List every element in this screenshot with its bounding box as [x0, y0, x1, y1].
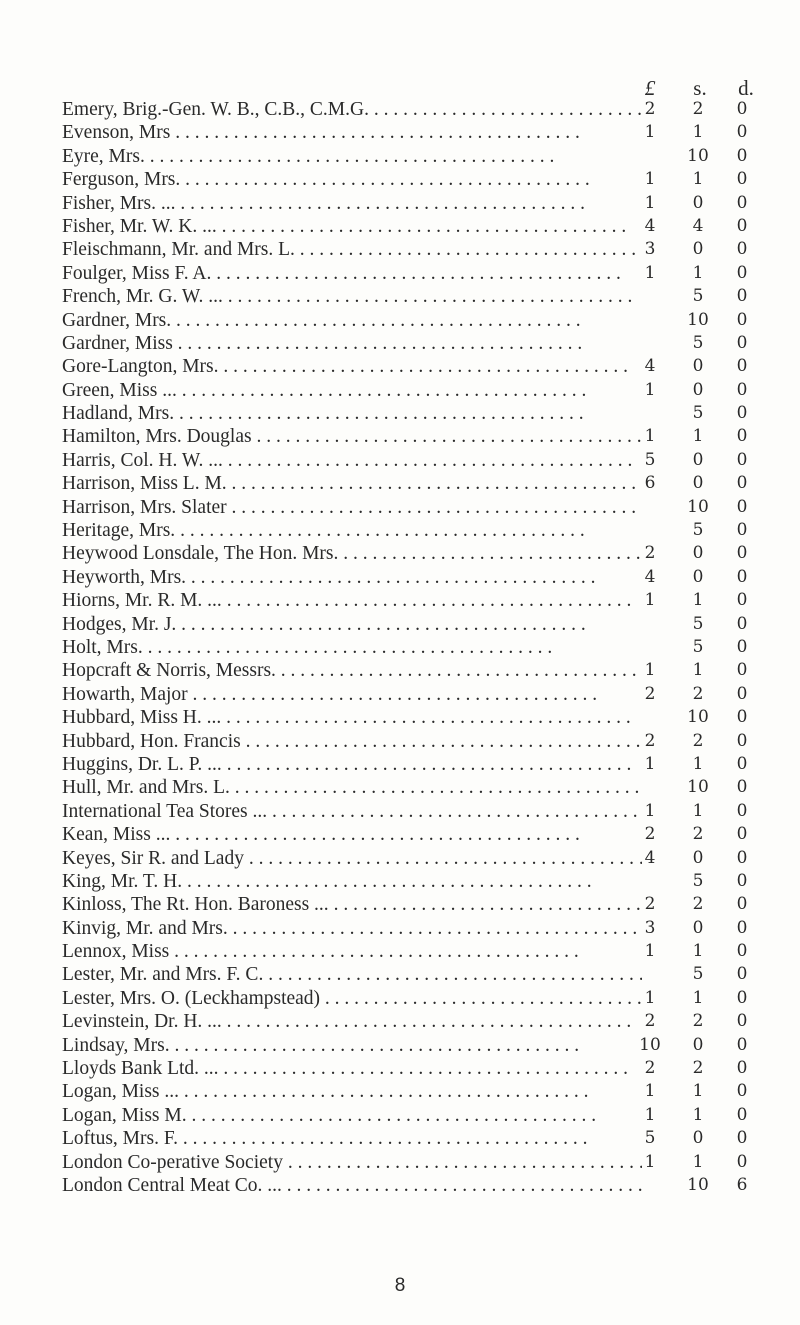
amount-pence: 0	[736, 1151, 748, 1172]
list-item	[62, 847, 782, 870]
page-number: 8	[394, 1275, 406, 1296]
amount-pence: 0	[736, 145, 748, 166]
subscriber-name: International Tea Stores ... . . .	[62, 800, 642, 823]
list-item	[62, 168, 782, 191]
subscriber-name: Gore-Langton, Mrs. . . .	[62, 355, 642, 378]
amount-pounds: 6	[644, 473, 656, 494]
list-item	[62, 145, 782, 168]
subscriber-name: Kinloss, The Rt. Hon. Baroness ... . . .	[62, 893, 642, 916]
amount-pence: 0	[736, 215, 748, 236]
subscriber-name: Lennox, Miss . . .	[62, 940, 642, 963]
list-item	[62, 636, 782, 659]
subscriber-name: Fisher, Mrs. ... . . .	[62, 192, 642, 215]
list-item	[62, 1034, 782, 1057]
list-item	[62, 893, 782, 916]
amount-shillings: 2	[692, 894, 704, 915]
amount-shillings: 5	[692, 870, 704, 891]
subscriber-name: King, Mr. T. H. . . .	[62, 870, 642, 893]
subscriber-name: Kean, Miss ... . . .	[62, 823, 642, 846]
amount-shillings: 1	[692, 941, 704, 962]
list-item	[62, 730, 782, 753]
subscriber-name: Hull, Mr. and Mrs. L. . . .	[62, 776, 642, 799]
list-item	[62, 449, 782, 472]
list-item	[62, 823, 782, 846]
amount-shillings: 2	[692, 1011, 704, 1032]
amount-pounds: 5	[644, 1128, 656, 1149]
subscriber-name: Huggins, Dr. L. P. ... . . .	[62, 753, 642, 776]
list-item	[62, 542, 782, 565]
subscriber-name: Foulger, Miss F. A. . . .	[62, 262, 642, 285]
pence-column-header: d.	[738, 76, 754, 100]
subscriber-name: Logan, Miss ... . . .	[62, 1080, 642, 1103]
subscriber-name: Fleischmann, Mr. and Mrs. L. . . .	[62, 238, 642, 261]
amount-shillings: 5	[692, 613, 704, 634]
amount-pence: 0	[736, 473, 748, 494]
subscriber-name: London Central Meat Co. ... . . .	[62, 1174, 642, 1197]
amount-shillings: 1	[692, 262, 704, 283]
amount-pounds: 1	[644, 1104, 656, 1125]
amount-pence: 0	[736, 660, 748, 681]
amount-pence: 0	[736, 800, 748, 821]
amount-pounds: 2	[644, 824, 656, 845]
subscriber-name: Green, Miss ... . . .	[62, 379, 642, 402]
amount-shillings: 5	[692, 332, 704, 353]
subscriber-name: Heyworth, Mrs. . . .	[62, 566, 642, 589]
amount-pounds: 1	[644, 169, 656, 190]
amount-pounds: 3	[644, 239, 656, 260]
amount-shillings: 1	[692, 122, 704, 143]
amount-shillings: 2	[692, 683, 704, 704]
amount-pence: 0	[736, 379, 748, 400]
subscriber-name: Loftus, Mrs. F. . . .	[62, 1127, 642, 1150]
amount-pounds: 1	[644, 192, 656, 213]
amount-shillings: 0	[692, 917, 704, 938]
list-item	[62, 425, 782, 448]
amount-pence: 0	[736, 309, 748, 330]
subscriber-name: Hamilton, Mrs. Douglas . . .	[62, 425, 642, 448]
amount-pence: 0	[736, 262, 748, 283]
subscriber-name: Emery, Brig.-Gen. W. B., C.B., C.M.G. . . .	[62, 98, 642, 121]
amount-pence: 0	[736, 613, 748, 634]
subscriber-name: Lester, Mr. and Mrs. F. C. . . .	[62, 963, 642, 986]
amount-shillings: 0	[692, 379, 704, 400]
amount-shillings: 1	[692, 1104, 704, 1125]
amount-shillings: 1	[692, 753, 704, 774]
list-item	[62, 589, 782, 612]
amount-pence: 0	[736, 1058, 748, 1079]
amount-shillings: 1	[692, 800, 704, 821]
amount-pence: 0	[736, 824, 748, 845]
subscriber-name: French, Mr. G. W. ... . . .	[62, 285, 642, 308]
amount-shillings: 5	[692, 286, 704, 307]
amount-pounds: 2	[644, 730, 656, 751]
list-item	[62, 940, 782, 963]
amount-shillings: 1	[692, 660, 704, 681]
list-item	[62, 472, 782, 495]
shillings-column-header: s.	[693, 76, 707, 100]
pounds-column-header: £	[644, 76, 656, 100]
subscriber-name: Harris, Col. H. W. ... . . .	[62, 449, 642, 472]
subscriber-name: Harrison, Mrs. Slater . . .	[62, 496, 642, 519]
list-item	[62, 1127, 782, 1150]
amount-shillings: 2	[692, 99, 704, 119]
amount-pounds: 4	[644, 356, 656, 377]
amount-pence: 0	[736, 520, 748, 541]
subscriber-name: Hiorns, Mr. R. M. ... . . .	[62, 589, 642, 612]
amount-shillings: 0	[692, 1034, 704, 1055]
amount-pence: 0	[736, 683, 748, 704]
list-item	[62, 1151, 782, 1174]
amount-pounds: 1	[644, 1151, 656, 1172]
amount-shillings: 10	[687, 309, 709, 330]
amount-shillings: 1	[692, 590, 704, 611]
amount-pounds: 2	[644, 894, 656, 915]
list-item	[62, 379, 782, 402]
list-item	[62, 870, 782, 893]
amount-shillings: 0	[692, 356, 704, 377]
list-item	[62, 98, 782, 121]
amount-pence: 0	[736, 777, 748, 798]
list-item	[62, 1080, 782, 1103]
amount-shillings: 0	[692, 543, 704, 564]
amount-pounds: 1	[644, 122, 656, 143]
amount-pence: 0	[736, 636, 748, 657]
amount-pounds: 4	[644, 566, 656, 587]
amount-pounds: 4	[644, 215, 656, 236]
amount-shillings: 10	[687, 145, 709, 166]
amount-pounds: 2	[644, 1058, 656, 1079]
amount-shillings: 5	[692, 520, 704, 541]
list-item	[62, 753, 782, 776]
list-item	[62, 1174, 782, 1197]
amount-shillings: 5	[692, 964, 704, 985]
amount-shillings: 0	[692, 473, 704, 494]
list-item	[62, 800, 782, 823]
amount-pounds: 4	[644, 847, 656, 868]
list-item	[62, 1010, 782, 1033]
list-item	[62, 566, 782, 589]
subscriber-name: Fisher, Mr. W. K. ... . . .	[62, 215, 642, 238]
list-item	[62, 987, 782, 1010]
amount-pence: 0	[736, 99, 748, 119]
amount-pence: 0	[736, 239, 748, 260]
amount-shillings: 0	[692, 192, 704, 213]
subscriber-name: Harrison, Miss L. M. . . .	[62, 472, 642, 495]
amount-pence: 0	[736, 730, 748, 751]
amount-shillings: 4	[692, 215, 704, 236]
amount-pence: 0	[736, 122, 748, 143]
subscriber-name: Howarth, Major . . .	[62, 683, 642, 706]
amount-pence: 0	[736, 496, 748, 517]
amount-pence: 0	[736, 707, 748, 728]
amount-pounds: 1	[644, 660, 656, 681]
list-item	[62, 496, 782, 519]
amount-pence: 0	[736, 941, 748, 962]
subscriber-name: Keyes, Sir R. and Lady . . .	[62, 847, 642, 870]
amount-pence: 6	[736, 1174, 748, 1195]
list-item	[62, 332, 782, 355]
amount-pounds: 10	[639, 1034, 661, 1055]
amount-shillings: 5	[692, 403, 704, 424]
amount-pounds: 3	[644, 917, 656, 938]
amount-pence: 0	[736, 286, 748, 307]
subscriber-name: Holt, Mrs. . . .	[62, 636, 642, 659]
amount-pounds: 1	[644, 941, 656, 962]
amount-shillings: 0	[692, 1128, 704, 1149]
amount-pence: 0	[736, 1104, 748, 1125]
amount-pence: 0	[736, 566, 748, 587]
amount-shillings: 10	[687, 777, 709, 798]
amount-pounds: 1	[644, 379, 656, 400]
amount-pounds: 1	[644, 262, 656, 283]
amount-shillings: 0	[692, 239, 704, 260]
subscriber-name: Hodges, Mr. J. . . .	[62, 613, 642, 636]
amount-shillings: 2	[692, 730, 704, 751]
list-item	[62, 1104, 782, 1127]
list-item	[62, 309, 782, 332]
subscriber-name: Lester, Mrs. O. (Leckhampstead) . . .	[62, 987, 642, 1010]
subscriber-name: Heritage, Mrs. . . .	[62, 519, 642, 542]
amount-pence: 0	[736, 169, 748, 190]
amount-pence: 0	[736, 870, 748, 891]
amount-shillings: 1	[692, 1151, 704, 1172]
list-item	[62, 192, 782, 215]
amount-pence: 0	[736, 987, 748, 1008]
subscriber-name: Hopcraft & Norris, Messrs. . . .	[62, 659, 642, 682]
list-item	[62, 776, 782, 799]
subscriber-name: Evenson, Mrs . . .	[62, 121, 642, 144]
amount-shillings: 2	[692, 824, 704, 845]
amount-pence: 0	[736, 1034, 748, 1055]
amount-pence: 0	[736, 543, 748, 564]
amount-pence: 0	[736, 590, 748, 611]
list-item	[62, 917, 782, 940]
amount-shillings: 0	[692, 449, 704, 470]
amount-pounds: 1	[644, 753, 656, 774]
amount-pounds: 2	[644, 683, 656, 704]
amount-pounds: 1	[644, 426, 656, 447]
subscriber-name: Heywood Lonsdale, The Hon. Mrs. . . .	[62, 542, 642, 565]
amount-shillings: 10	[687, 1174, 709, 1195]
subscriber-name: Hubbard, Miss H. ... . . .	[62, 706, 642, 729]
amount-shillings: 0	[692, 566, 704, 587]
amount-shillings: 5	[692, 636, 704, 657]
list-item	[62, 683, 782, 706]
subscriber-name: Hubbard, Hon. Francis . . .	[62, 730, 642, 753]
amount-pence: 0	[736, 894, 748, 915]
amount-shillings: 2	[692, 1058, 704, 1079]
subscriber-name: Eyre, Mrs. . . .	[62, 145, 642, 168]
amount-pence: 0	[736, 356, 748, 377]
subscriber-name: Hadland, Mrs. . . .	[62, 402, 642, 425]
list-item	[62, 262, 782, 285]
amount-pounds: 1	[644, 1081, 656, 1102]
subscriber-name: Ferguson, Mrs. . . .	[62, 168, 642, 191]
list-item	[62, 519, 782, 542]
amount-pence: 0	[736, 426, 748, 447]
amount-shillings: 1	[692, 426, 704, 447]
list-item	[62, 238, 782, 261]
amount-shillings: 1	[692, 169, 704, 190]
amount-shillings: 1	[692, 1081, 704, 1102]
amount-pence: 0	[736, 917, 748, 938]
list-item	[62, 285, 782, 308]
subscriber-name: Gardner, Miss . . .	[62, 332, 642, 355]
list-item	[62, 1057, 782, 1080]
amount-pounds: 2	[644, 543, 656, 564]
amount-pence: 0	[736, 332, 748, 353]
list-item	[62, 402, 782, 425]
list-item	[62, 706, 782, 729]
amount-pence: 0	[736, 753, 748, 774]
amount-pounds: 1	[644, 590, 656, 611]
subscriber-name: Logan, Miss M. . . .	[62, 1104, 642, 1127]
amount-shillings: 0	[692, 847, 704, 868]
amount-pence: 0	[736, 964, 748, 985]
list-item	[62, 963, 782, 986]
amount-pounds: 1	[644, 800, 656, 821]
list-item	[62, 215, 782, 238]
amount-shillings: 1	[692, 987, 704, 1008]
subscriber-name: Kinvig, Mr. and Mrs. . . .	[62, 917, 642, 940]
amount-pounds: 2	[644, 1011, 656, 1032]
subscriber-name: London Co-perative Society . . .	[62, 1151, 642, 1174]
amount-pounds: 5	[644, 449, 656, 470]
amount-shillings: 10	[687, 707, 709, 728]
list-item	[62, 121, 782, 144]
amount-pounds: 2	[644, 99, 656, 119]
list-item	[62, 355, 782, 378]
list-item	[62, 613, 782, 636]
amount-pence: 0	[736, 403, 748, 424]
amount-pence: 0	[736, 1011, 748, 1032]
subscriber-list	[62, 98, 782, 1197]
subscriber-name: Lloyds Bank Ltd. ... . . .	[62, 1057, 642, 1080]
amount-pence: 0	[736, 192, 748, 213]
subscriber-name: Lindsay, Mrs. . . .	[62, 1034, 642, 1057]
amount-pence: 0	[736, 847, 748, 868]
amount-pence: 0	[736, 1081, 748, 1102]
list-item	[62, 659, 782, 682]
amount-pence: 0	[736, 449, 748, 470]
amount-shillings: 10	[687, 496, 709, 517]
subscriber-name: Gardner, Mrs. . . .	[62, 309, 642, 332]
amount-pounds: 1	[644, 987, 656, 1008]
amount-pence: 0	[736, 1128, 748, 1149]
subscriber-name: Levinstein, Dr. H. ... . . .	[62, 1010, 642, 1033]
